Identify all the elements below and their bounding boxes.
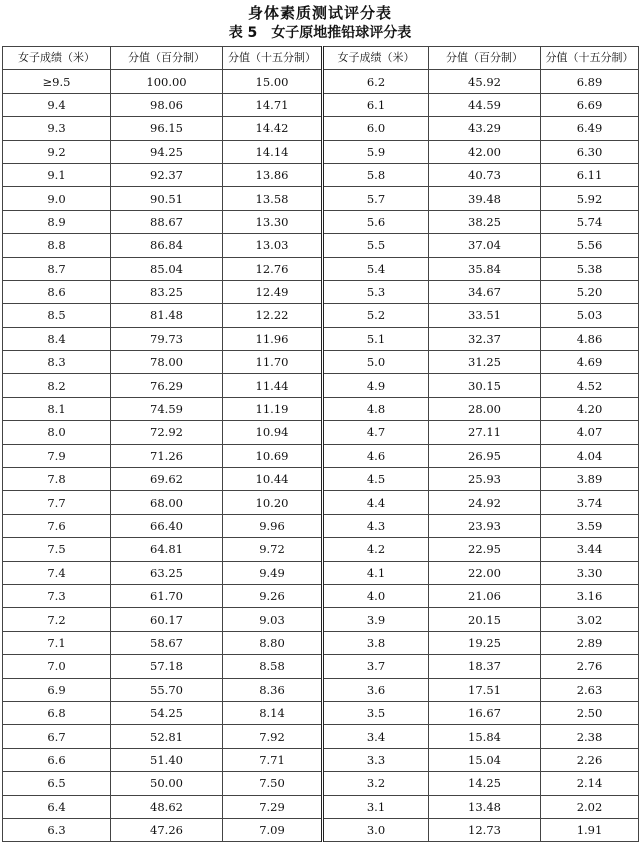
table-cell: 8.14 xyxy=(223,701,323,724)
header-cell: 分值（十五分制） xyxy=(541,47,639,70)
table-cell: 5.56 xyxy=(541,234,639,257)
table-row xyxy=(3,491,639,514)
table-cell: 63.25 xyxy=(111,561,223,584)
header-cell: 分值（百分制） xyxy=(429,47,541,70)
table-row xyxy=(3,351,639,374)
table-row xyxy=(3,140,639,163)
table-cell: 20.15 xyxy=(429,608,541,631)
table-cell: 4.5 xyxy=(323,468,429,491)
table-cell: 7.5 xyxy=(3,538,111,561)
table-cell: 3.02 xyxy=(541,608,639,631)
table-cell: 10.94 xyxy=(223,421,323,444)
table-cell: 7.50 xyxy=(223,772,323,795)
table-row xyxy=(3,795,639,818)
table-cell: 14.42 xyxy=(223,117,323,140)
table-cell: 47.26 xyxy=(111,818,223,841)
table-cell: 30.15 xyxy=(429,374,541,397)
table-cell: 6.8 xyxy=(3,701,111,724)
table-cell: 96.15 xyxy=(111,117,223,140)
table-cell: 92.37 xyxy=(111,163,223,186)
table-cell: 10.69 xyxy=(223,444,323,467)
table-cell: 83.25 xyxy=(111,280,223,303)
table-cell: 44.59 xyxy=(429,93,541,116)
table-cell: 4.20 xyxy=(541,397,639,420)
table-cell: 11.44 xyxy=(223,374,323,397)
table-number: 表 5 xyxy=(228,25,258,41)
table-cell: 90.51 xyxy=(111,187,223,210)
table-cell: 35.84 xyxy=(429,257,541,280)
table-cell: 11.70 xyxy=(223,351,323,374)
table-cell: 54.25 xyxy=(111,701,223,724)
table-cell: 5.8 xyxy=(323,163,429,186)
table-cell: 4.69 xyxy=(541,351,639,374)
table-cell: 5.1 xyxy=(323,327,429,350)
table-cell: 14.14 xyxy=(223,140,323,163)
table-cell: 28.00 xyxy=(429,397,541,420)
table-cell: 57.18 xyxy=(111,655,223,678)
table-cell: 40.73 xyxy=(429,163,541,186)
table-row xyxy=(3,608,639,631)
table-cell: 5.03 xyxy=(541,304,639,327)
table-cell: 22.95 xyxy=(429,538,541,561)
table-cell: 52.81 xyxy=(111,725,223,748)
table-cell: 3.16 xyxy=(541,584,639,607)
table-row xyxy=(3,655,639,678)
table-cell: 8.1 xyxy=(3,397,111,420)
table-cell: 5.9 xyxy=(323,140,429,163)
table-cell: 21.06 xyxy=(429,584,541,607)
table-cell: 2.63 xyxy=(541,678,639,701)
table-cell: 5.4 xyxy=(323,257,429,280)
table-cell: 9.1 xyxy=(3,163,111,186)
table-cell: 7.9 xyxy=(3,444,111,467)
table-cell: 5.2 xyxy=(323,304,429,327)
table-cell: 27.11 xyxy=(429,421,541,444)
table-cell: 3.1 xyxy=(323,795,429,818)
table-cell: 100.00 xyxy=(111,70,223,93)
table-cell: 5.92 xyxy=(541,187,639,210)
table-row xyxy=(3,280,639,303)
table-cell: 34.67 xyxy=(429,280,541,303)
table-cell: 5.5 xyxy=(323,234,429,257)
table-row xyxy=(3,678,639,701)
table-cell: 14.25 xyxy=(429,772,541,795)
table-cell: 9.2 xyxy=(3,140,111,163)
document-title: 身体素质测试评分表 xyxy=(247,4,392,22)
table-cell: 5.74 xyxy=(541,210,639,233)
table-cell: 12.22 xyxy=(223,304,323,327)
table-cell: 42.00 xyxy=(429,140,541,163)
table-cell: 8.7 xyxy=(3,257,111,280)
table-cell: 74.59 xyxy=(111,397,223,420)
table-cell: 5.38 xyxy=(541,257,639,280)
table-cell: 5.0 xyxy=(323,351,429,374)
table-cell: 4.86 xyxy=(541,327,639,350)
table-cell: 9.3 xyxy=(3,117,111,140)
table-cell: 5.3 xyxy=(323,280,429,303)
table-cell: 45.92 xyxy=(429,70,541,93)
table-cell: 12.73 xyxy=(429,818,541,841)
table-cell: 94.25 xyxy=(111,140,223,163)
table-cell: 2.76 xyxy=(541,655,639,678)
table-row xyxy=(3,210,639,233)
table-cell: 61.70 xyxy=(111,584,223,607)
table-cell: 43.29 xyxy=(429,117,541,140)
table-cell: 85.04 xyxy=(111,257,223,280)
table-cell: 17.51 xyxy=(429,678,541,701)
table-cell: 7.92 xyxy=(223,725,323,748)
table-cell: 7.7 xyxy=(3,491,111,514)
table-cell: 48.62 xyxy=(111,795,223,818)
table-row xyxy=(3,772,639,795)
table-cell: 8.8 xyxy=(3,234,111,257)
table-cell: 4.04 xyxy=(541,444,639,467)
table-cell: 6.6 xyxy=(3,748,111,771)
table-cell: 72.92 xyxy=(111,421,223,444)
table-cell: 7.71 xyxy=(223,748,323,771)
table-cell: 7.3 xyxy=(3,584,111,607)
table-row xyxy=(3,561,639,584)
table-cell: 8.58 xyxy=(223,655,323,678)
table-cell: 13.30 xyxy=(223,210,323,233)
table-cell: 5.6 xyxy=(323,210,429,233)
table-cell: 64.81 xyxy=(111,538,223,561)
table-cell: 1.91 xyxy=(541,818,639,841)
table-cell: 8.36 xyxy=(223,678,323,701)
table-cell: 32.37 xyxy=(429,327,541,350)
table-cell: 31.25 xyxy=(429,351,541,374)
table-cell: 38.25 xyxy=(429,210,541,233)
table-cell: 81.48 xyxy=(111,304,223,327)
table-cell: 9.26 xyxy=(223,584,323,607)
table-cell: 4.52 xyxy=(541,374,639,397)
table-row xyxy=(3,234,639,257)
table-cell: 7.29 xyxy=(223,795,323,818)
table-cell: 3.89 xyxy=(541,468,639,491)
table-row xyxy=(3,257,639,280)
table-cell: 8.5 xyxy=(3,304,111,327)
table-cell: 8.80 xyxy=(223,631,323,654)
table-cell: 15.04 xyxy=(429,748,541,771)
table-cell: 76.29 xyxy=(111,374,223,397)
table-cell: 6.3 xyxy=(3,818,111,841)
table-cell: 6.0 xyxy=(323,117,429,140)
table-cell: 10.44 xyxy=(223,468,323,491)
table-cell: 6.49 xyxy=(541,117,639,140)
table-cell: 8.6 xyxy=(3,280,111,303)
table-cell: 51.40 xyxy=(111,748,223,771)
table-cell: 58.67 xyxy=(111,631,223,654)
table-cell: 3.2 xyxy=(323,772,429,795)
table-cell: 4.4 xyxy=(323,491,429,514)
table-cell: 4.9 xyxy=(323,374,429,397)
table-cell: 9.03 xyxy=(223,608,323,631)
table-cell: 23.93 xyxy=(429,514,541,537)
table-cell: 7.0 xyxy=(3,655,111,678)
table-cell: 6.30 xyxy=(541,140,639,163)
table-cell: 4.1 xyxy=(323,561,429,584)
table-cell: 6.11 xyxy=(541,163,639,186)
table-cell: 3.3 xyxy=(323,748,429,771)
table-row xyxy=(3,584,639,607)
table-cell: 8.0 xyxy=(3,421,111,444)
table-cell: 9.4 xyxy=(3,93,111,116)
table-cell: 3.7 xyxy=(323,655,429,678)
table-row xyxy=(3,70,639,93)
table-cell: 4.8 xyxy=(323,397,429,420)
header-cell: 女子成绩（米） xyxy=(3,47,111,70)
table-cell: 33.51 xyxy=(429,304,541,327)
table-cell: 7.09 xyxy=(223,818,323,841)
table-cell: 3.8 xyxy=(323,631,429,654)
table-cell: 2.26 xyxy=(541,748,639,771)
table-row xyxy=(3,444,639,467)
table-caption-text: 女子原地推铅球评分表 xyxy=(271,25,412,41)
table-cell: 98.06 xyxy=(111,93,223,116)
table-cell: 88.67 xyxy=(111,210,223,233)
table-cell: 3.30 xyxy=(541,561,639,584)
table-cell: 2.38 xyxy=(541,725,639,748)
table-cell: 60.17 xyxy=(111,608,223,631)
table-row xyxy=(3,701,639,724)
table-row xyxy=(3,397,639,420)
table-row xyxy=(3,304,639,327)
table-row xyxy=(3,748,639,771)
score-table xyxy=(2,46,639,842)
table-cell: 24.92 xyxy=(429,491,541,514)
table-cell: 3.0 xyxy=(323,818,429,841)
table-cell: 25.93 xyxy=(429,468,541,491)
table-cell: 13.48 xyxy=(429,795,541,818)
table-cell: 22.00 xyxy=(429,561,541,584)
table-cell: 6.4 xyxy=(3,795,111,818)
table-header-row xyxy=(3,47,639,70)
table-cell: 3.44 xyxy=(541,538,639,561)
table-cell: 9.49 xyxy=(223,561,323,584)
table-cell: 9.72 xyxy=(223,538,323,561)
table-cell: 5.20 xyxy=(541,280,639,303)
table-cell: 3.6 xyxy=(323,678,429,701)
table-row xyxy=(3,468,639,491)
table-row xyxy=(3,163,639,186)
table-row xyxy=(3,514,639,537)
table-row xyxy=(3,538,639,561)
table-cell: 68.00 xyxy=(111,491,223,514)
table-cell: 13.86 xyxy=(223,163,323,186)
table-cell: 7.8 xyxy=(3,468,111,491)
table-cell: 12.76 xyxy=(223,257,323,280)
table-cell: 14.71 xyxy=(223,93,323,116)
table-cell: 2.14 xyxy=(541,772,639,795)
table-cell: 55.70 xyxy=(111,678,223,701)
table-row xyxy=(3,631,639,654)
table-cell: 9.96 xyxy=(223,514,323,537)
table-cell: 4.6 xyxy=(323,444,429,467)
table-cell: 6.5 xyxy=(3,772,111,795)
table-cell: 13.58 xyxy=(223,187,323,210)
table-cell: 3.59 xyxy=(541,514,639,537)
table-caption xyxy=(0,23,640,43)
table-cell: 11.19 xyxy=(223,397,323,420)
table-cell: 15.84 xyxy=(429,725,541,748)
table-cell: 26.95 xyxy=(429,444,541,467)
header-cell: 分值（十五分制） xyxy=(223,47,323,70)
table-cell: 50.00 xyxy=(111,772,223,795)
table-cell: 86.84 xyxy=(111,234,223,257)
table-cell: 79.73 xyxy=(111,327,223,350)
table-cell: 7.1 xyxy=(3,631,111,654)
table-cell: 3.74 xyxy=(541,491,639,514)
table-cell: 3.4 xyxy=(323,725,429,748)
table-cell: 8.4 xyxy=(3,327,111,350)
table-cell: 4.7 xyxy=(323,421,429,444)
table-row xyxy=(3,327,639,350)
table-cell: 39.48 xyxy=(429,187,541,210)
table-cell: 9.0 xyxy=(3,187,111,210)
header-cell: 分值（百分制） xyxy=(111,47,223,70)
table-cell: 6.69 xyxy=(541,93,639,116)
table-cell: 4.2 xyxy=(323,538,429,561)
table-cell: 3.9 xyxy=(323,608,429,631)
table-cell: 66.40 xyxy=(111,514,223,537)
table-cell: 37.04 xyxy=(429,234,541,257)
table-cell: 3.5 xyxy=(323,701,429,724)
table-cell: 7.2 xyxy=(3,608,111,631)
table-cell: 2.02 xyxy=(541,795,639,818)
table-cell: 2.50 xyxy=(541,701,639,724)
table-cell: 11.96 xyxy=(223,327,323,350)
table-cell: 12.49 xyxy=(223,280,323,303)
table-cell: 2.89 xyxy=(541,631,639,654)
table-row xyxy=(3,818,639,841)
table-cell: 8.2 xyxy=(3,374,111,397)
table-cell: 4.07 xyxy=(541,421,639,444)
table-cell: 8.3 xyxy=(3,351,111,374)
table-cell: 13.03 xyxy=(223,234,323,257)
header-cell: 女子成绩（米） xyxy=(323,47,429,70)
table-cell: 18.37 xyxy=(429,655,541,678)
table-cell: 7.4 xyxy=(3,561,111,584)
table-cell: 16.67 xyxy=(429,701,541,724)
table-cell: 71.26 xyxy=(111,444,223,467)
table-cell: 15.00 xyxy=(223,70,323,93)
table-cell: 6.2 xyxy=(323,70,429,93)
table-cell: 4.3 xyxy=(323,514,429,537)
table-cell: 8.9 xyxy=(3,210,111,233)
table-row xyxy=(3,93,639,116)
table-cell: ≥9.5 xyxy=(3,70,111,93)
table-body xyxy=(3,70,639,842)
table-row xyxy=(3,374,639,397)
table-cell: 6.1 xyxy=(323,93,429,116)
table-cell: 6.9 xyxy=(3,678,111,701)
table-cell: 7.6 xyxy=(3,514,111,537)
table-cell: 6.7 xyxy=(3,725,111,748)
table-cell: 19.25 xyxy=(429,631,541,654)
table-cell: 5.7 xyxy=(323,187,429,210)
table-cell: 78.00 xyxy=(111,351,223,374)
table-row xyxy=(3,421,639,444)
table-cell: 4.0 xyxy=(323,584,429,607)
table-row xyxy=(3,187,639,210)
table-row xyxy=(3,117,639,140)
table-cell: 6.89 xyxy=(541,70,639,93)
table-row xyxy=(3,725,639,748)
table-cell: 69.62 xyxy=(111,468,223,491)
table-cell: 10.20 xyxy=(223,491,323,514)
